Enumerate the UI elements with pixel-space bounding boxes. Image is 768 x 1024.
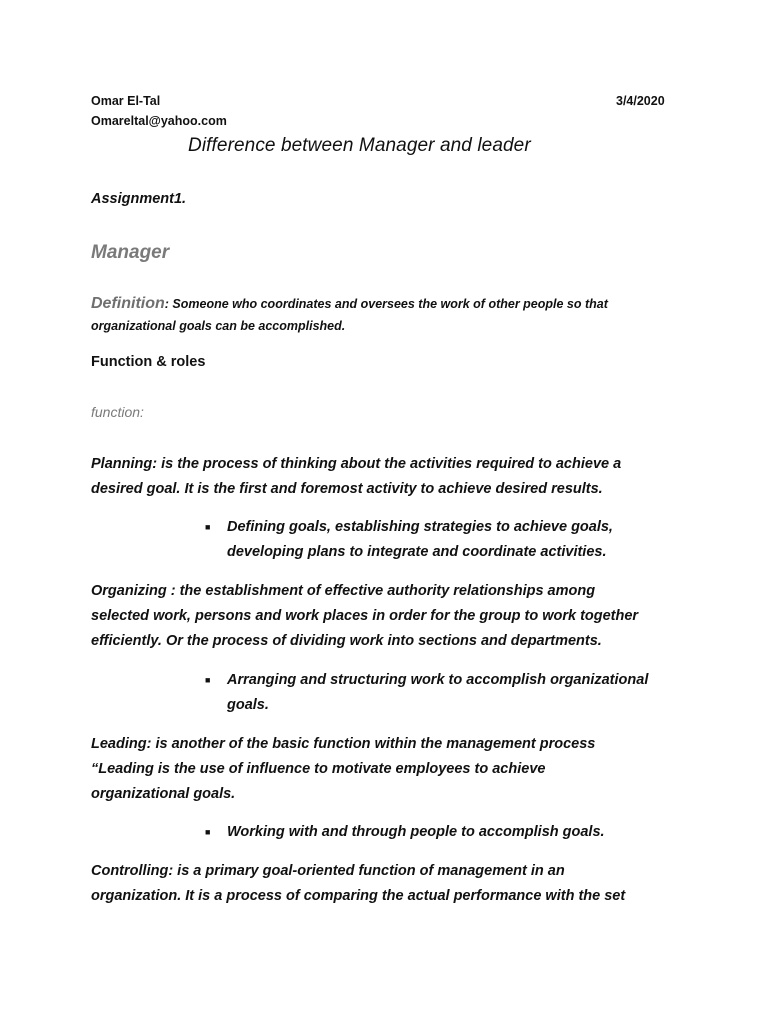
author-name: Omar El-Tal (91, 94, 161, 108)
planning-line1: Planning: is the process of thinking about the activities required to achieve a (91, 456, 622, 472)
bullet-square-icon: ■ (205, 522, 211, 532)
organizing-line2: selected work, persons and work places in order for the group to work together (91, 608, 639, 624)
document-date: 3/4/2020 (616, 94, 665, 108)
bullet-square-icon: ■ (205, 827, 211, 837)
definition-text-line1: : Someone who coordinates and oversees the work of other people so that (164, 297, 608, 311)
definition-paragraph (91, 295, 608, 313)
function-label: function: (91, 404, 144, 420)
section-heading-manager: Manager (91, 242, 170, 263)
function-roles-heading: Function & roles (91, 354, 206, 370)
leading-line3: organizational goals. (91, 786, 236, 802)
controlling-line2: organization. It is a process of comparing the actual performance with the set (91, 888, 626, 904)
planning-line2: desired goal. It is the first and foremost activity to achieve desired results. (91, 481, 603, 497)
planning-bullet-line2: developing plans to integrate and coordinate activities. (227, 544, 607, 560)
document-title: Difference between Manager and leader (188, 135, 531, 156)
bullet-square-icon: ■ (205, 675, 211, 685)
author-email: Omareltal@yahoo.com (91, 114, 227, 128)
leading-bullet-line1: Working with and through people to accomplish goals. (227, 824, 605, 840)
organizing-bullet-line1: Arranging and structuring work to accomplish organizational (227, 672, 649, 688)
definition-label: Definition (91, 295, 165, 312)
leading-line2: “Leading is the use of influence to motivate employees to achieve (91, 761, 546, 777)
controlling-line1: Controlling: is a primary goal-oriented function of management in an (91, 863, 565, 879)
planning-bullet-line1: Defining goals, establishing strategies to achieve goals, (227, 519, 613, 535)
assignment-label: Assignment1. (91, 191, 187, 207)
organizing-line3: efficiently. Or the process of dividing work into sections and departments. (91, 633, 602, 649)
organizing-bullet-line2: goals. (227, 697, 269, 713)
leading-line1: Leading: is another of the basic function within the management process (91, 736, 596, 752)
definition-text-line2: organizational goals can be accomplished. (91, 319, 346, 333)
organizing-line1: Organizing : the establishment of effective authority relationships among (91, 583, 596, 599)
